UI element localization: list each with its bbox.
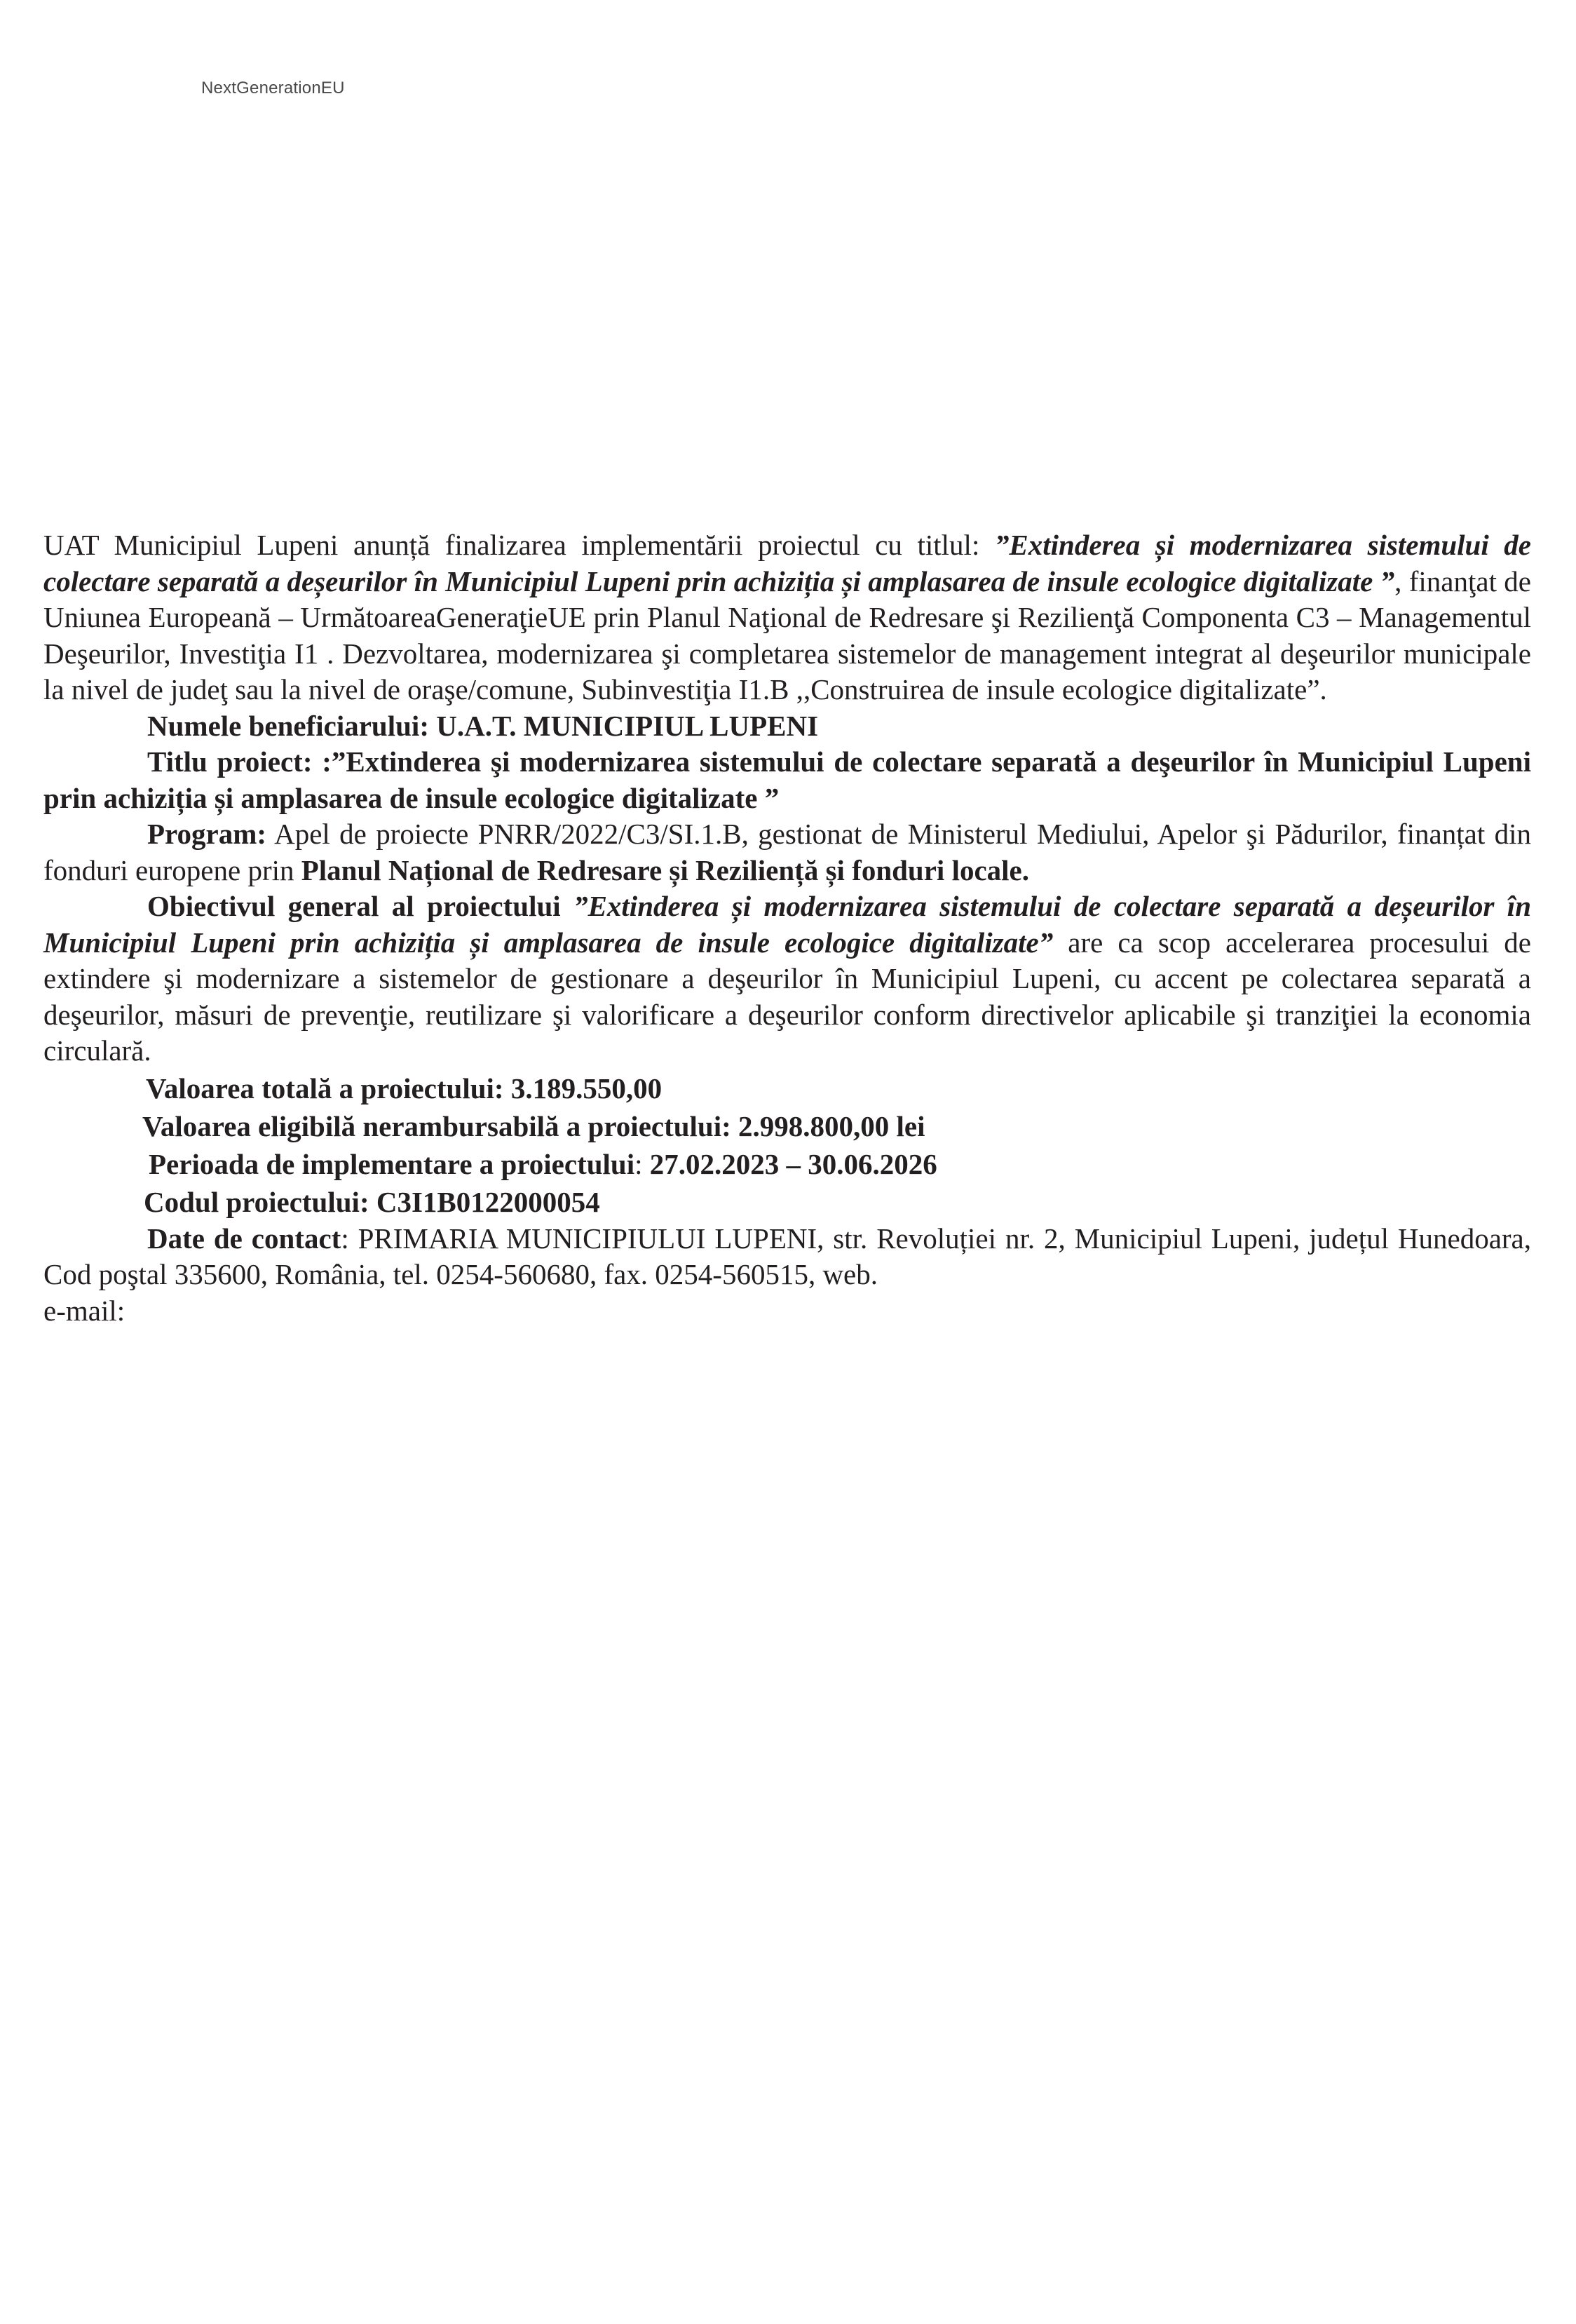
email-line: e-mail: (43, 1294, 125, 1327)
period-label: Perioada de implementare a proiectului (149, 1147, 635, 1180)
announcement-body (43, 527, 1531, 1329)
project-title-paragraph: Titlu proiect: :”Extinderea şi modernizarea sistemului de colectare separată a deşeurilor în Municipiul Lupeni prin achiziția și amplasarea de insule ecologice digitalizate ” (43, 745, 1531, 814)
program-label: Program: (147, 818, 267, 850)
objective-label: Obiectivul general al proiectului (147, 890, 574, 922)
contact-paragraph (43, 1221, 1531, 1293)
project-code-line: Codul proiectului: C3I1B0122000054 (144, 1185, 600, 1218)
intro-project-title: ”Extinderea și modernizarea sistemului de colectare separată a deșeurilor în Municipiul Lupeni prin achiziția și amplasarea de insule ecologice digitalizate ” (43, 529, 1531, 597)
program-bold-tail: Planul Național de Redresare și Reziliență și fonduri locale. (301, 853, 1030, 886)
contact-label: Date de contact (147, 1222, 341, 1255)
objective-text: are ca scop accelerarea procesului de extindere şi modernizare a sistemelor de gestionare a deşeurilor în Municipiul Lupeni, cu accent pe colectarea separată a deşeurilor, măsuri de prevenţie, reutilizare şi valorificare a deşeurilor conform directivelor aplicabile şi tranziţiei la economia circulară. (43, 926, 1531, 1067)
objective-paragraph (43, 889, 1531, 1069)
total-value-line: Valoarea totală a proiectului: 3.189.550,00 (146, 1072, 663, 1104)
period-value: 27.02.2023 – 30.06.2026 (642, 1147, 937, 1180)
period-colon: : (634, 1147, 643, 1180)
implementation-period-line (43, 1145, 1531, 1183)
beneficiary-line: Numele beneficiarului: U.A.T. MUNICIPIUL LUPENI (147, 709, 819, 742)
intro-paragraph (43, 527, 1531, 708)
eligible-value-line: Valoarea eligibilă nerambursabilă a proiectului: 2.998.800,00 lei (142, 1109, 925, 1142)
contact-text: : PRIMARIA MUNICIPIULUI LUPENI, str. Revoluției nr. 2, Municipiul Lupeni, județul Hunedoara, Cod poştal 335600, România, tel. 0254-560680, fax. 0254-560515, web. (43, 1222, 1532, 1290)
objective-project-title: ”Extinderea și modernizarea sistemului de colectare separată a deșeurilor în Municipiul Lupeni prin achiziția și amplasarea de insule ecologice digitalizate” (43, 890, 1532, 959)
next-generation-eu-label: NextGenerationEU (201, 79, 345, 97)
intro-lead: UAT Municipiul Lupeni anunță finalizarea implementării proiectul cu titlul: (43, 529, 995, 561)
intro-tail: , finanţat de Uniunea Europeană – UrmătoareaGeneraţieUE prin Planul Naţional de Redresare şi Rezilienţă Componenta C3 – Managementul Deşeurilor, Investiţia I1 . Dezvoltarea, modernizarea şi completarea sistemelor de management integrat al deşeurilor municipale la nivel de judeţ sau la nivel de oraşe/comune, Subinvestiţia I1.B ,,Construirea de insule ecologice digitalizate”. (43, 565, 1531, 705)
program-text: Apel de proiecte PNRR/2022/C3/SI.1.B, gestionat de Ministerul Mediului, Apelor şi Pădurilor, finanțat din fonduri europene prin (43, 818, 1531, 886)
project-values-list (43, 1069, 1531, 1221)
program-paragraph (43, 816, 1531, 889)
